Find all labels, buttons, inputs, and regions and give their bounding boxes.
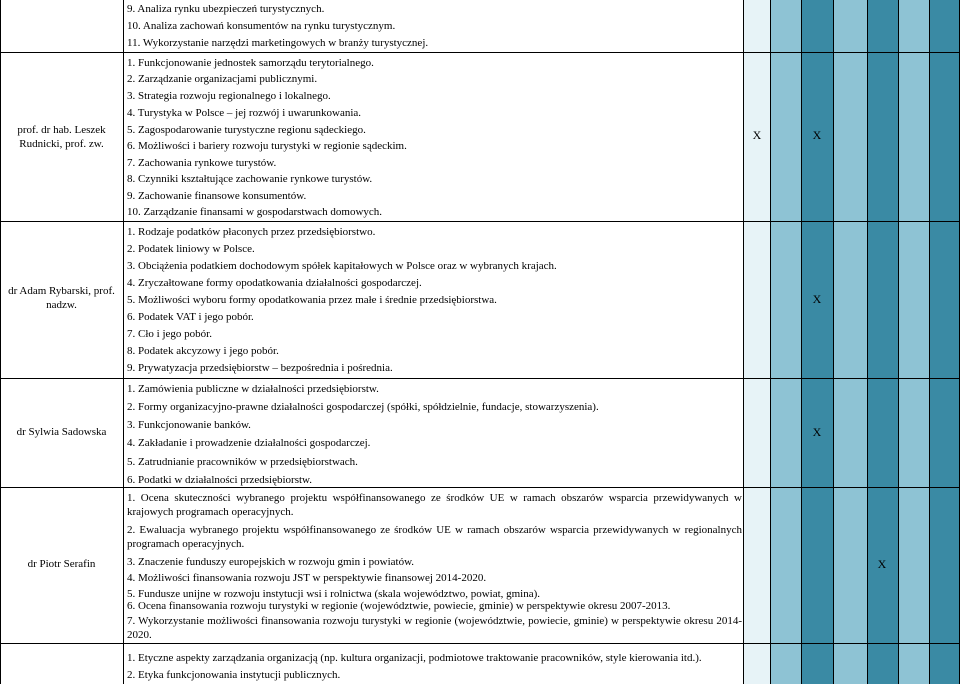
topic-item: 3. Obciążenia podatkiem dochodowym spółek kapitałowych w Polsce oraz w wybranych krajach. [127,260,557,272]
topic-item: 2. Podatek liniowy w Polsce. [127,243,255,255]
spec-column-6 [898,0,929,684]
topic-item: 4. Możliwości finansowania rozwoju JST w perspektywie finansowej 2014-2020. [127,572,487,584]
topic-item: 6. Ocena finansowania rozwoju turystyki w regionie (województwie, powiecie, gminie) w perspektywie okresu 2007-2013. [127,600,671,612]
assignment-mark: X [877,557,887,571]
topic-item: 9. Zachowanie finansowe konsumentów. [127,190,307,202]
topic-item: 5. Fundusze unijne w rozwoju instytucji wsi i rolnictwa (skala województwo, powiat, gmina). [127,588,541,600]
spec-column-3 [801,0,833,684]
topic-item: 5. Zagospodarowanie turystyczne regionu sądeckiego. [127,124,366,136]
topic-item: 3. Funkcjonowanie banków. [127,419,251,431]
topic-item: 6. Podatki w działalności przedsiębiorstw. [127,474,313,486]
topic-item: 1. Zamówienia publiczne w działalności przedsiębiorstw. [127,383,379,395]
topic-item: 7. Wykorzystanie możliwości finansowania rozwoju turystyki w regionie (województwie, powiecie, gminie) w perspektywie okresu 2014-2020. [127,615,742,641]
assignment-mark: X [812,425,822,439]
topic-item: 9. Analiza rynku ubezpieczeń turystycznych. [127,3,325,15]
lecturer-name: dr Sylwia Sadowska [16,426,107,438]
topic-item: 1. Rodzaje podatków płaconych przez przedsiębiorstwo. [127,226,376,238]
spec-column-7 [929,0,960,684]
topic-item: 1. Ocena skuteczności wybranego projektu współfinansowanego ze środków UE w ramach obszarów wsparcia przewidywanych w krajowych programach operacyjnych. [127,492,742,518]
topic-item: 4. Zakładanie i prowadzenie działalności gospodarczej. [127,437,371,449]
topic-item: 7. Zachowania rynkowe turystów. [127,157,277,169]
lecturer-name: dr Adam Rybarski, prof. nadzw. [8,285,115,311]
topic-item: 8. Podatek akcyzowy i jego pobór. [127,345,279,357]
topic-item: 4. Turystyka w Polsce – jej rozwój i uwarunkowania. [127,107,362,119]
topic-item: 5. Możliwości wyboru formy opodatkowania przez małe i średnie przedsiębiorstwa. [127,294,497,306]
topic-item: 11. Wykorzystanie narzędzi marketingowych w branży turystycznej. [127,37,429,49]
topic-item: 2. Ewaluacja wybranego projektu współfinansowanego ze środków UE w ramach obszarów wsparcia przewidywanych w regionalnych programach operacyjnych. [127,524,742,550]
lecturer-name: prof. dr hab. Leszek Rudnicki, prof. zw. [17,124,106,150]
topic-item: 5. Zatrudnianie pracowników w przedsiębiorstwach. [127,456,358,468]
topic-item: 3. Strategia rozwoju regionalnego i lokalnego. [127,90,331,102]
topic-item: 1. Funkcjonowanie jednostek samorządu terytorialnego. [127,57,374,69]
topic-item: 2. Formy organizacyjno-prawne działalności gospodarczej (spółki, spółdzielnie, fundacje, stowarzyszenia). [127,401,599,413]
topic-item: 8. Czynniki kształtujące zachowanie rynkowe turystów. [127,173,373,185]
topic-item: 10. Analiza zachowań konsumentów na rynku turystycznym. [127,20,396,32]
topic-item: 6. Możliwości i bariery rozwoju turystyki w regionie sądeckim. [127,140,407,152]
spec-column-1 [744,0,770,684]
assignment-mark: X [812,292,822,306]
spec-column-4 [833,0,867,684]
topic-item: 4. Zryczałtowane formy opodatkowania działalności gospodarczej. [127,277,422,289]
spec-column-5 [867,0,898,684]
assignment-mark: X [752,128,762,142]
topic-item: 10. Zarządzanie finansami w gospodarstwach domowych. [127,206,383,218]
topic-item: 2. Etyka funkcjonowania instytucji publicznych. [127,669,341,681]
spec-column-2 [770,0,801,684]
lecturer-name: dr Piotr Serafin [27,558,96,570]
topic-item: 3. Znaczenie funduszy europejskich w rozwoju gmin i powiatów. [127,556,415,568]
topic-item: 9. Prywatyzacja przedsiębiorstw – bezpośrednia i pośrednia. [127,362,393,374]
topic-item: 6. Podatek VAT i jego pobór. [127,311,254,323]
topic-item: 2. Zarządzanie organizacjami publicznymi. [127,73,318,85]
assignment-mark: X [812,128,822,142]
topic-item: 7. Cło i jego pobór. [127,328,212,340]
topic-item: 1. Etyczne aspekty zarządzania organizacją (np. kultura organizacji, podmiotowe traktowanie pracowników, style kierowania itd.). [127,652,702,664]
